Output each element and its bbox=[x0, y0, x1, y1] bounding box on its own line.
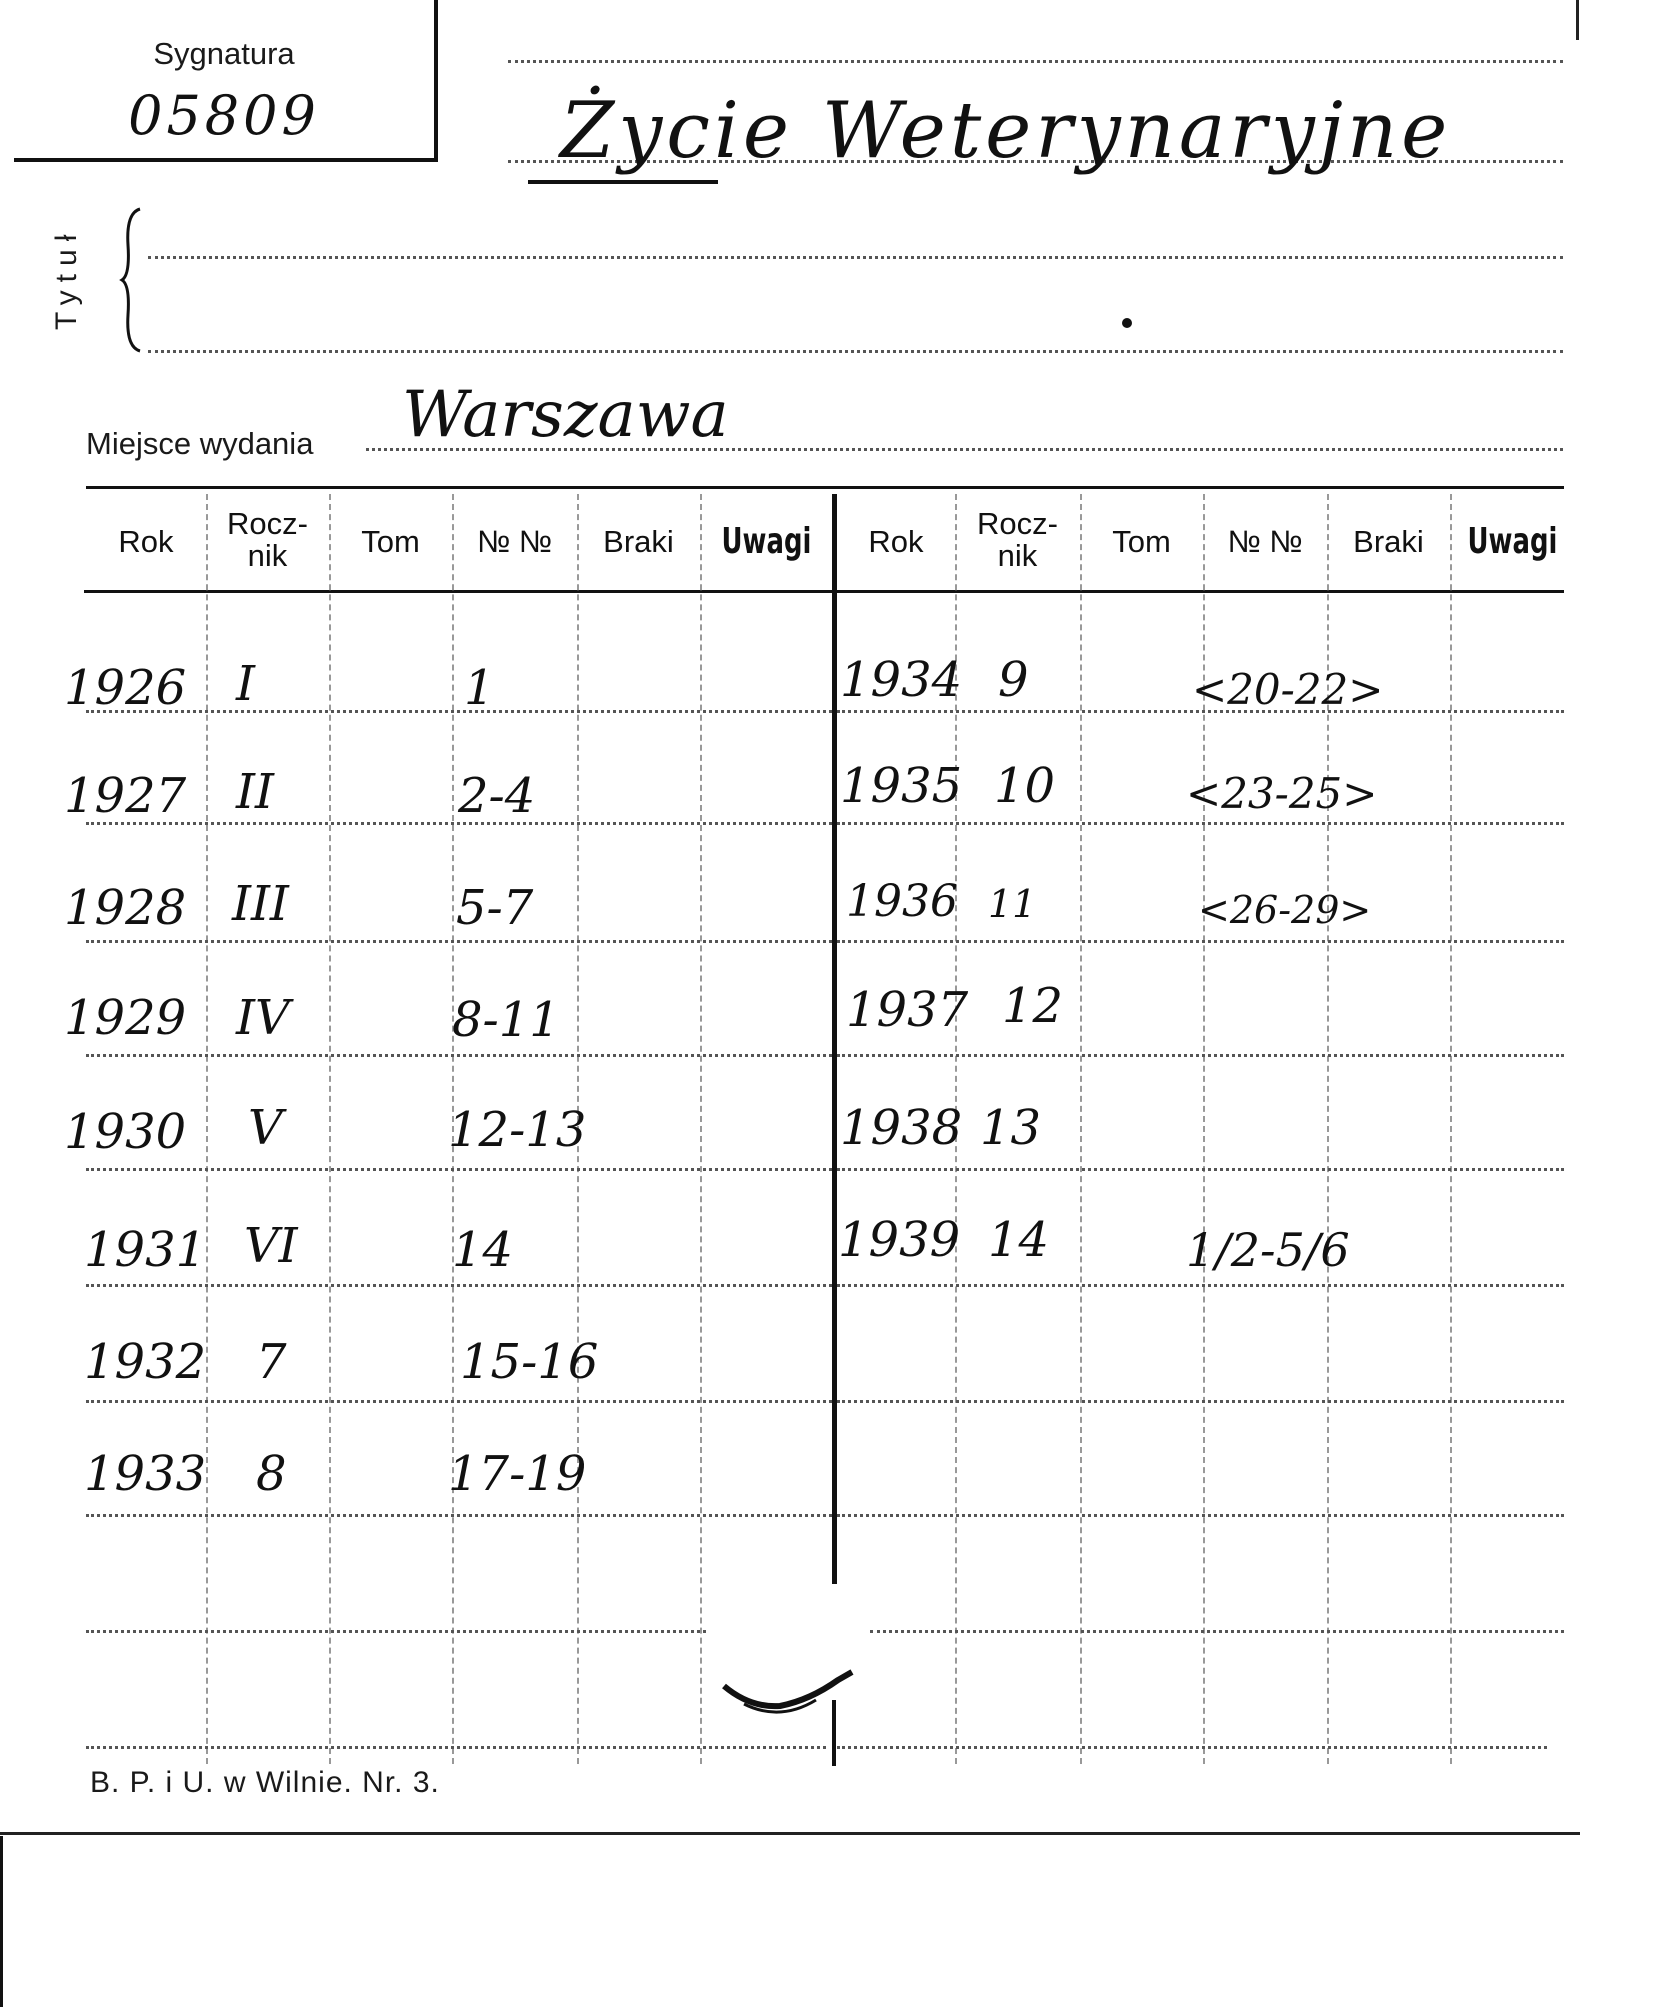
cell-numery: 1/2-5/6 bbox=[1186, 1223, 1350, 1277]
cell-rok: 1930 bbox=[64, 1104, 187, 1160]
cell-numery: <20-22> bbox=[1192, 665, 1384, 714]
header-uwagi: Uwagi bbox=[1467, 521, 1558, 562]
col-divider bbox=[1080, 494, 1082, 1764]
cell-rok: 1933 bbox=[84, 1446, 207, 1502]
cell-rocznik: 10 bbox=[994, 758, 1056, 814]
row-line bbox=[86, 1168, 832, 1171]
cell-numery: 14 bbox=[452, 1222, 514, 1278]
cell-numery: 15-16 bbox=[460, 1334, 599, 1390]
cell-rok: 1934 bbox=[840, 652, 963, 708]
cell-numery: 17-19 bbox=[448, 1446, 587, 1502]
title-line-1 bbox=[508, 60, 1563, 63]
cell-rocznik: 8 bbox=[256, 1446, 287, 1502]
cell-numery: 1 bbox=[464, 660, 495, 716]
card-left-edge bbox=[0, 1836, 3, 2007]
cell-rok: 1927 bbox=[64, 768, 187, 824]
cell-rok: 1939 bbox=[838, 1212, 961, 1268]
footer-imprint: B. P. i U. w Wilnie. Nr. 3. bbox=[90, 1766, 440, 1799]
col-divider bbox=[329, 494, 331, 1764]
header-rocznik bbox=[955, 508, 1080, 572]
row-line bbox=[86, 1284, 832, 1287]
header-numery: № № bbox=[1227, 524, 1303, 559]
ink-dot bbox=[1122, 318, 1132, 328]
col-divider bbox=[1450, 494, 1452, 1764]
title-handwritten: Życie Weterynaryjne bbox=[560, 86, 1452, 176]
header-braki: Braki bbox=[1353, 524, 1424, 559]
cell-numery: 8-11 bbox=[452, 992, 560, 1048]
row-line bbox=[86, 940, 832, 943]
cell-rocznik: VI bbox=[244, 1218, 298, 1274]
cell-rok: 1936 bbox=[846, 876, 958, 927]
cell-rocznik: V bbox=[248, 1100, 283, 1156]
row-line bbox=[837, 1400, 1564, 1403]
row-line bbox=[837, 1168, 1564, 1171]
cell-numery: 2-4 bbox=[458, 768, 536, 824]
header-numery: № № bbox=[476, 524, 553, 559]
cell-rocznik: 12 bbox=[1002, 978, 1064, 1034]
row-line bbox=[837, 1054, 1564, 1057]
cell-rocznik: II bbox=[236, 764, 274, 820]
cell-rocznik: 14 bbox=[988, 1212, 1050, 1268]
cell-rocznik: III bbox=[232, 876, 289, 932]
header-rok: Rok bbox=[868, 524, 924, 559]
cell-rok: 1938 bbox=[840, 1100, 963, 1156]
row-line bbox=[86, 1630, 706, 1633]
cell-rok: 1931 bbox=[84, 1222, 207, 1278]
row-line bbox=[86, 1400, 832, 1403]
title-underline bbox=[528, 180, 718, 184]
header-rocznik-line1: Rocz- bbox=[977, 506, 1058, 541]
header-bottom-rule bbox=[84, 590, 1564, 593]
row-line bbox=[837, 1284, 1564, 1287]
cell-rok: 1932 bbox=[84, 1334, 207, 1390]
title-line-3 bbox=[148, 256, 1563, 259]
header-tom: Tom bbox=[1112, 524, 1171, 559]
cell-rocznik: IV bbox=[236, 990, 290, 1046]
center-divider bbox=[832, 494, 837, 1584]
header-rok: Rok bbox=[118, 524, 174, 559]
signature-box bbox=[14, 0, 438, 162]
cell-numery: <23-25> bbox=[1186, 769, 1378, 818]
cell-rok: 1928 bbox=[64, 880, 187, 936]
title-line-4 bbox=[148, 350, 1563, 353]
cell-rocznik: 9 bbox=[998, 652, 1029, 708]
header-braki: Braki bbox=[603, 524, 674, 559]
cell-numery: <26-29> bbox=[1198, 888, 1372, 932]
header-uwagi-wrap bbox=[700, 521, 832, 562]
signature-value: 05809 bbox=[128, 84, 320, 147]
col-divider bbox=[700, 494, 702, 1764]
cell-rocznik: 7 bbox=[256, 1334, 287, 1390]
row-line bbox=[86, 1514, 832, 1517]
table-top-rule bbox=[86, 486, 1564, 489]
signature-label: Sygnatura bbox=[153, 36, 295, 71]
cell-numery: 5-7 bbox=[456, 880, 534, 936]
place-label: Miejsce wydania bbox=[86, 426, 314, 461]
row-line bbox=[837, 822, 1564, 825]
row-line bbox=[86, 1054, 832, 1057]
row-line bbox=[837, 1746, 1547, 1749]
cell-rok: 1937 bbox=[846, 982, 969, 1038]
punch-hole-mark bbox=[720, 1660, 860, 1740]
row-line bbox=[837, 940, 1564, 943]
header-rocznik-line1: Rocz- bbox=[227, 506, 308, 541]
card-right-edge bbox=[1576, 0, 1579, 40]
brace-icon bbox=[118, 205, 148, 355]
cell-rok: 1926 bbox=[64, 660, 187, 716]
cell-rocznik: 11 bbox=[988, 882, 1037, 926]
cell-rok: 1929 bbox=[64, 990, 187, 1046]
cell-rok: 1935 bbox=[840, 758, 963, 814]
cell-rocznik: 13 bbox=[980, 1100, 1042, 1156]
cell-rocznik: I bbox=[236, 656, 255, 712]
card-bottom-edge bbox=[0, 1832, 1580, 1835]
header-rocznik bbox=[206, 508, 329, 572]
title-side-label: Tytuł bbox=[50, 226, 83, 330]
header-rocznik-line2: nik bbox=[247, 538, 288, 573]
col-divider bbox=[206, 494, 208, 1764]
header-uwagi-wrap bbox=[1450, 521, 1564, 562]
header-rocznik-line2: nik bbox=[997, 538, 1038, 573]
place-value: Warszawa bbox=[402, 378, 729, 452]
row-line bbox=[86, 1746, 826, 1749]
row-line bbox=[86, 710, 832, 713]
row-line bbox=[870, 1630, 1564, 1633]
cell-numery: 12-13 bbox=[448, 1102, 587, 1158]
header-tom: Tom bbox=[361, 524, 420, 559]
row-line bbox=[837, 1514, 1564, 1517]
header-uwagi: Uwagi bbox=[721, 521, 811, 562]
